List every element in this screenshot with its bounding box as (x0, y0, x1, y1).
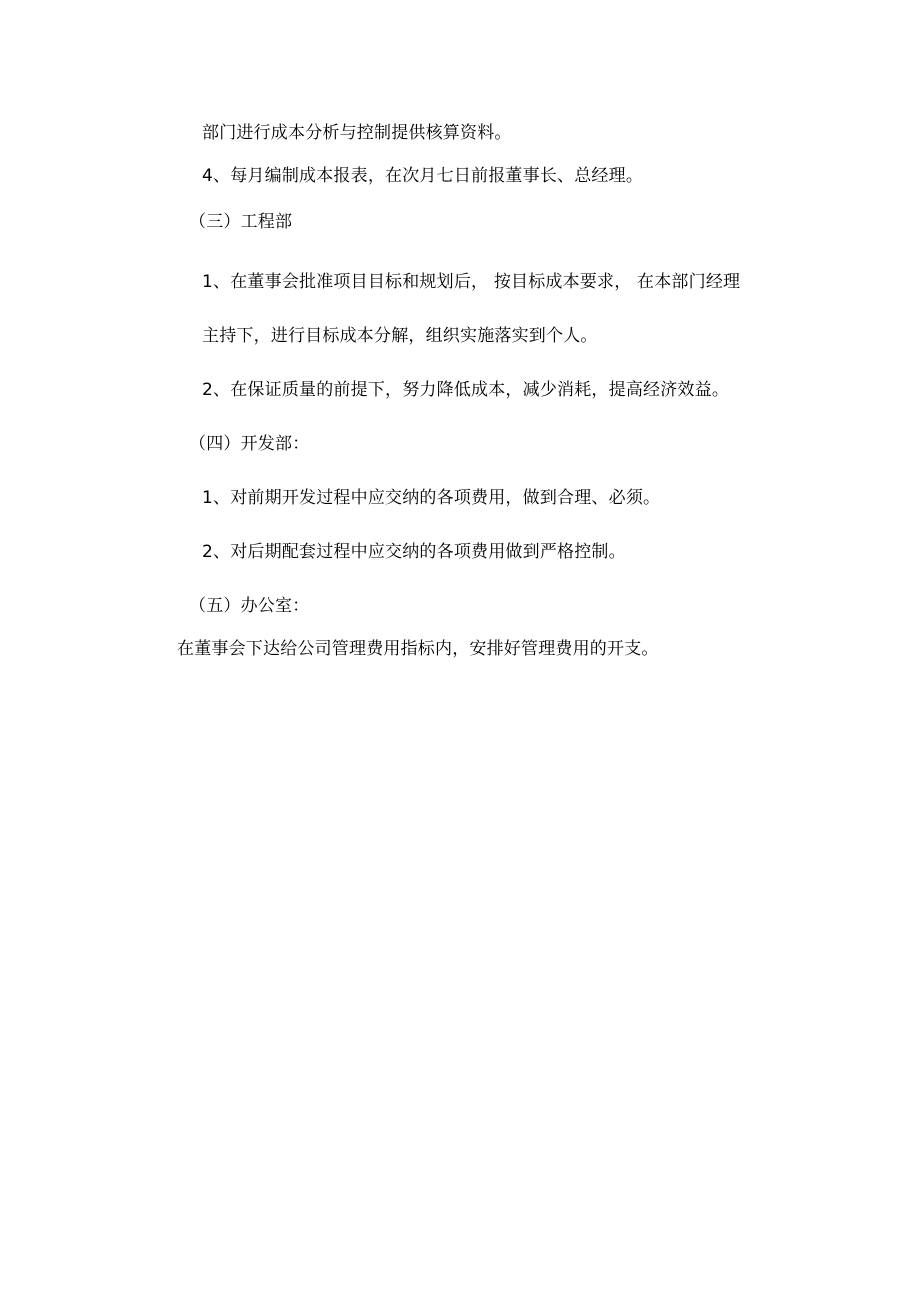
paragraph-office: 在董事会下达给公司管理费用指标内，安排好管理费用的开支。 (177, 639, 659, 659)
list-item-engineering-1-cont: 主持下，进行目标成本分解，组织实施落实到个人。 (202, 326, 598, 346)
list-item-engineering-1: 1、在董事会批准项目目标和规划后， 按目标成本要求， 在本部门经理 (202, 272, 741, 292)
section-heading-office: （五）办公室： (189, 596, 310, 616)
list-item-development-2: 2、对后期配套过程中应交纳的各项费用做到严格控制。 (202, 542, 626, 562)
section-heading-development: （四）开发部： (189, 434, 310, 454)
section-heading-engineering: （三）工程部 (189, 212, 293, 232)
list-item-engineering-2: 2、在保证质量的前提下，努力降低成本，减少消耗，提高经济效益。 (202, 380, 730, 400)
list-item-finance-4: 4、每月编制成本报表，在次月七日前报董事长、总经理。 (202, 166, 644, 186)
list-item-development-1: 1、对前期开发过程中应交纳的各项费用，做到合理、必须。 (202, 488, 661, 508)
paragraph-continuation: 部门进行成本分析与控制提供核算资料。 (202, 123, 512, 143)
